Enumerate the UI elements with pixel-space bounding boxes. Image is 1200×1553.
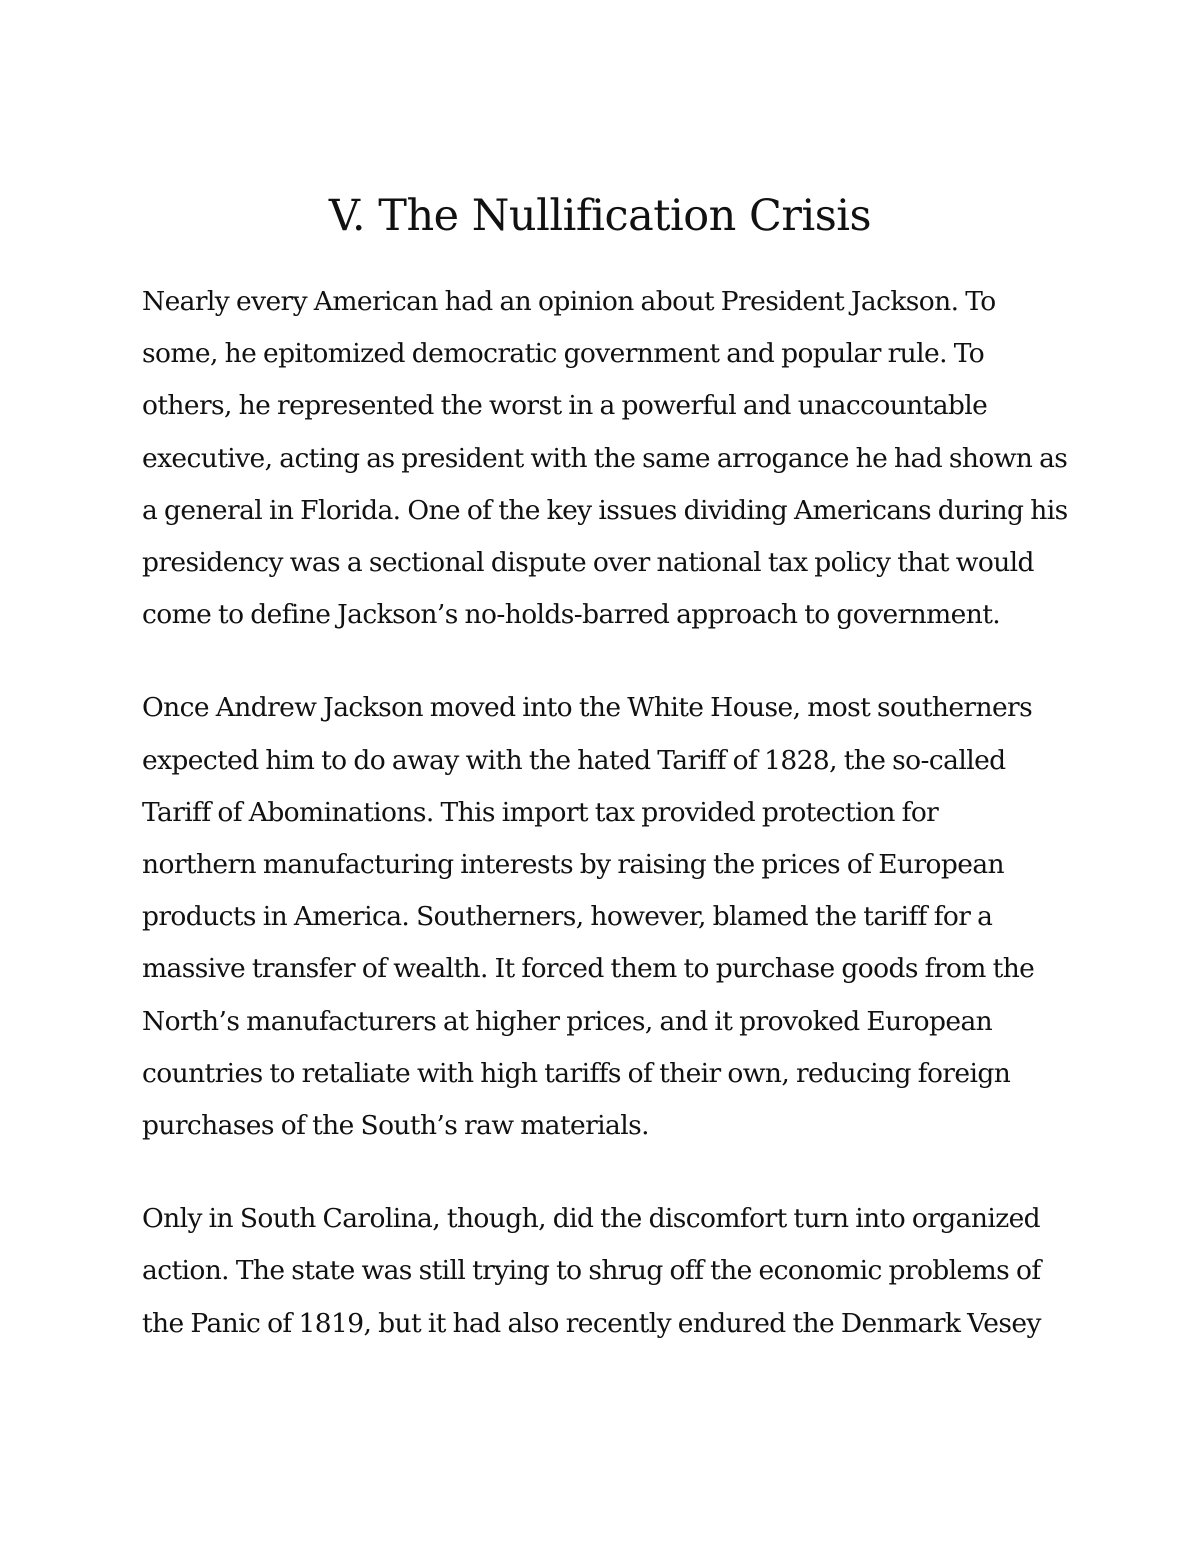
text-line: executive, acting as president with the same arrogance he had shown as	[142, 442, 1068, 474]
text-line: a general in Florida. One of the key issues dividing Americans during his	[142, 494, 1068, 526]
text-line: the Panic of 1819, but it had also recently endured the Denmark Vesey	[142, 1307, 1041, 1339]
text-line: northern manufacturing interests by raising the prices of European	[142, 849, 1005, 881]
paragraph-2	[142, 682, 1082, 1152]
text-line: Only in South Carolina, though, did the discomfort turn into organized	[142, 1203, 1041, 1235]
text-line: action. The state was still trying to shrug off the economic problems of	[142, 1255, 1041, 1287]
text-line: Once Andrew Jackson moved into the White House, most southerners	[142, 692, 1033, 724]
document-body	[142, 276, 1082, 1350]
text-line: others, he represented the worst in a powerful and unaccountable	[142, 390, 988, 422]
text-line: Nearly every American had an opinion about President Jackson. To	[142, 286, 996, 317]
paragraph-3	[142, 1193, 1082, 1350]
paragraph-1	[142, 276, 1082, 641]
text-line: come to define Jackson’s no-holds-barred approach to government.	[142, 599, 1001, 631]
text-line: countries to retaliate with high tariffs of their own, reducing foreign	[142, 1057, 1011, 1089]
text-line: expected him to do away with the hated Tariff of 1828, the so-called	[142, 744, 1006, 776]
page-title: V. The Nullification Crisis	[328, 191, 872, 241]
text-line: presidency was a sectional dispute over national tax policy that would	[142, 547, 1034, 579]
text-line: Tariff of Abominations. This import tax provided protection for	[142, 796, 939, 828]
text-line: some, he epitomized democratic government and popular rule. To	[142, 338, 985, 370]
text-line: North’s manufacturers at higher prices, and it provoked European	[142, 1005, 993, 1037]
text-line: purchases of the South’s raw materials.	[142, 1110, 649, 1142]
text-line: products in America. Southerners, however, blamed the tariff for a	[142, 901, 993, 933]
text-line: massive transfer of wealth. It forced them to purchase goods from the	[142, 953, 1035, 985]
